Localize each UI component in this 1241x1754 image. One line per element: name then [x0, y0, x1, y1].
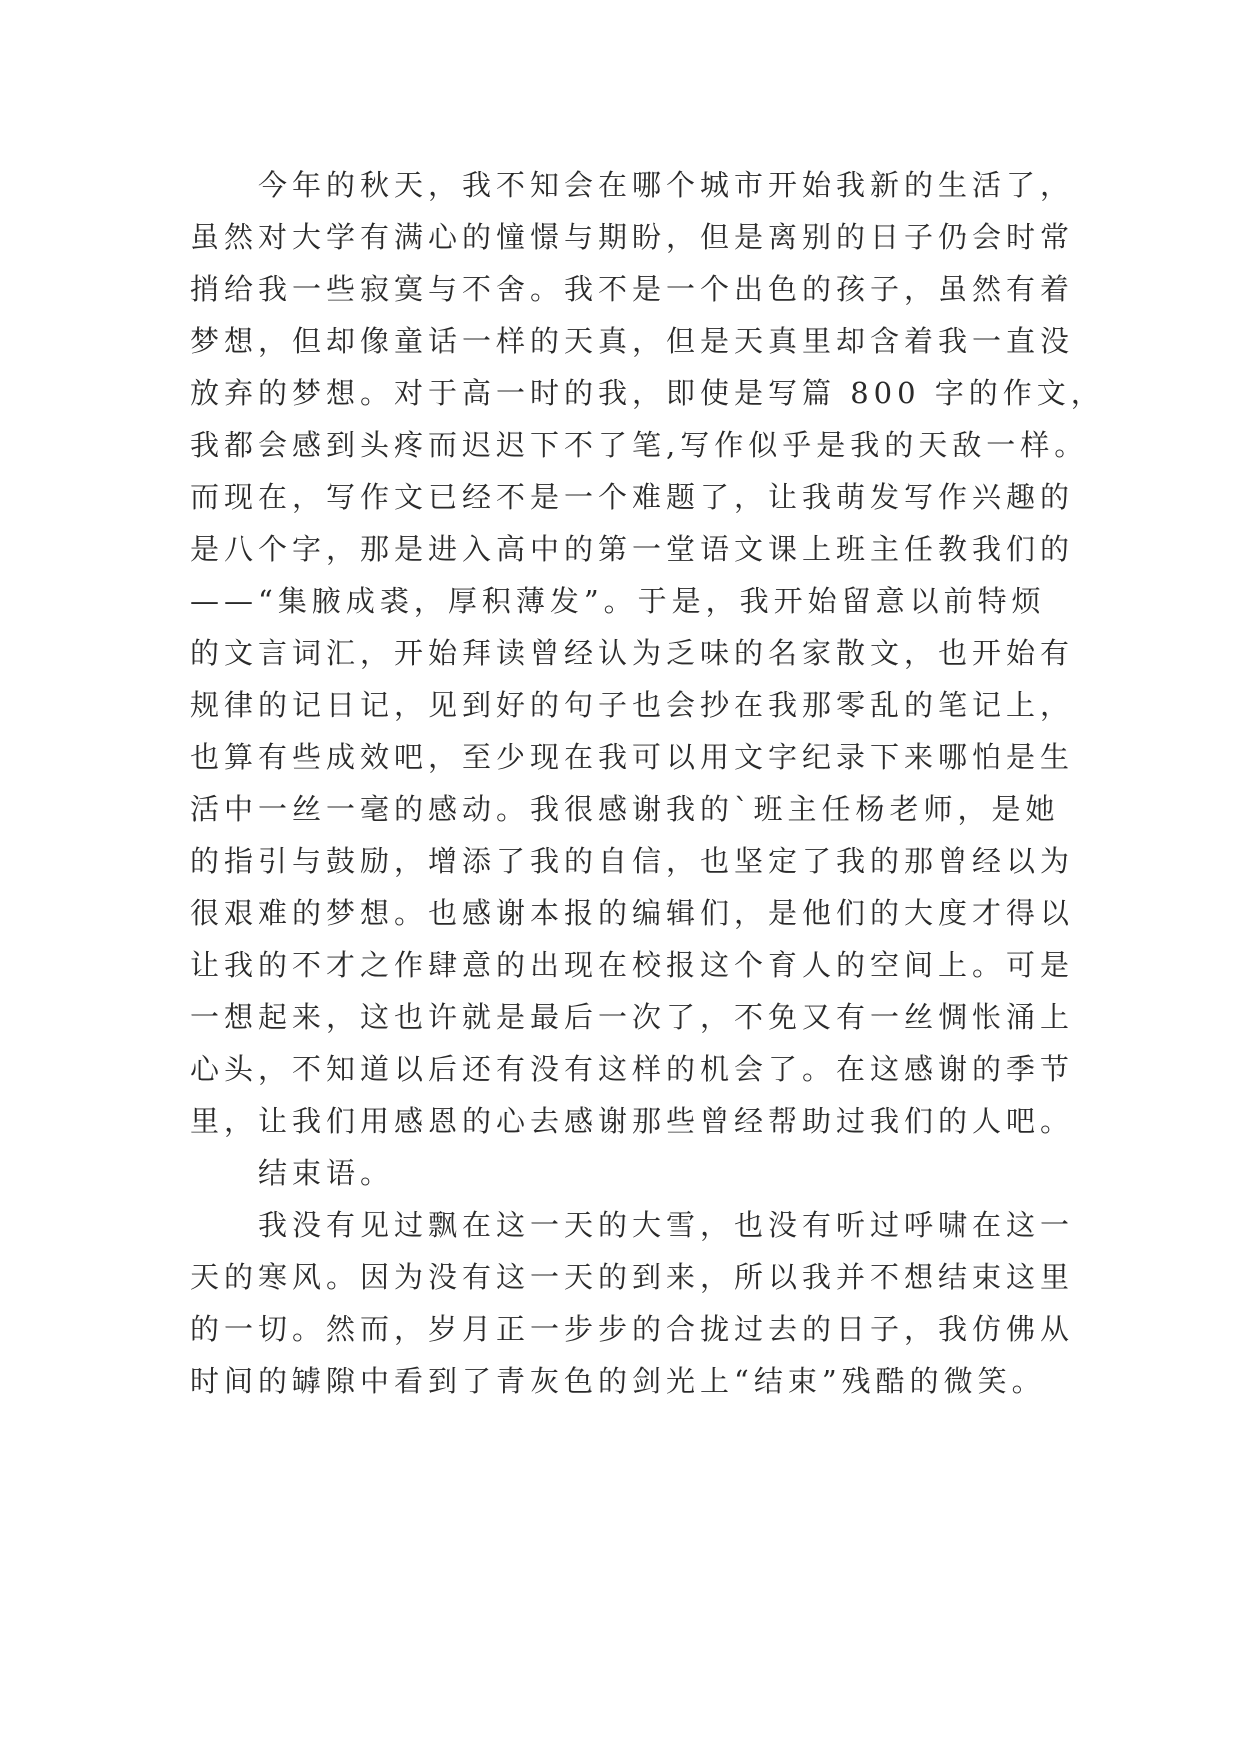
section-heading: 结束语。 [258, 1156, 395, 1190]
text-line: 心头，不知道以后还有没有这样的机会了。在这感谢的季节 [190, 1052, 1075, 1086]
text-line: 是八个字，那是进入高中的第一堂语文课上班主任教我们的 [190, 532, 1075, 566]
text-line: 我没有见过飘在这一天的大雪，也没有听过呼啸在这一 [258, 1208, 1075, 1242]
paragraph-1 [190, 159, 1105, 1147]
text-line: 时间的罅隙中看到了青灰色的剑光上“结束”残酷的微笑。 [190, 1364, 1046, 1398]
text-line: 虽然对大学有满心的憧憬与期盼，但是离别的日子仍会时常 [190, 220, 1075, 254]
text-line: 天的寒风。因为没有这一天的到来，所以我并不想结束这里 [190, 1260, 1075, 1294]
document-body [190, 159, 1105, 1407]
text-line: 放弃的梦想。对于高一时的我，即使是写篇 800 字的作文， [190, 376, 1105, 410]
text-line: 规律的记日记，见到好的句子也会抄在我那零乱的笔记上， [190, 688, 1075, 722]
text-line: 的一切。然而，岁月正一步步的合拢过去的日子，我仿佛从 [190, 1312, 1075, 1346]
text-line: 的文言词汇，开始拜读曾经认为乏味的名家散文，也开始有 [190, 636, 1075, 670]
text-line: 也算有些成效吧，至少现在我可以用文字纪录下来哪怕是生 [190, 740, 1075, 774]
text-line: 很艰难的梦想。也感谢本报的编辑们，是他们的大度才得以 [190, 896, 1075, 930]
text-line: 梦想，但却像童话一样的天真，但是天真里却含着我一直没 [190, 324, 1075, 358]
paragraph-2 [190, 1199, 1075, 1407]
text-line: 里，让我们用感恩的心去感谢那些曾经帮助过我们的人吧。 [190, 1104, 1075, 1138]
text-line: 让我的不才之作肆意的出现在校报这个育人的空间上。可是 [190, 948, 1075, 982]
text-line: ——“集腋成裘，厚积薄发”。于是，我开始留意以前特烦 [190, 584, 1046, 618]
text-line: 捎给我一些寂寞与不舍。我不是一个出色的孩子，虽然有着 [190, 272, 1075, 306]
text-line: 一想起来，这也许就是最后一次了，不免又有一丝惆怅涌上 [190, 1000, 1075, 1034]
text-line: 而现在，写作文已经不是一个难题了，让我萌发写作兴趣的 [190, 480, 1075, 514]
text-line: 的指引与鼓励，增添了我的自信，也坚定了我的那曾经以为 [190, 844, 1075, 878]
text-line: 我都会感到头疼而迟迟下不了笔,写作似乎是我的天敌一样。 [190, 428, 1089, 462]
text-line: 活中一丝一毫的感动。我很感谢我的`班主任杨老师，是她 [190, 792, 1060, 826]
text-line: 今年的秋天，我不知会在哪个城市开始我新的生活了， [258, 168, 1075, 202]
